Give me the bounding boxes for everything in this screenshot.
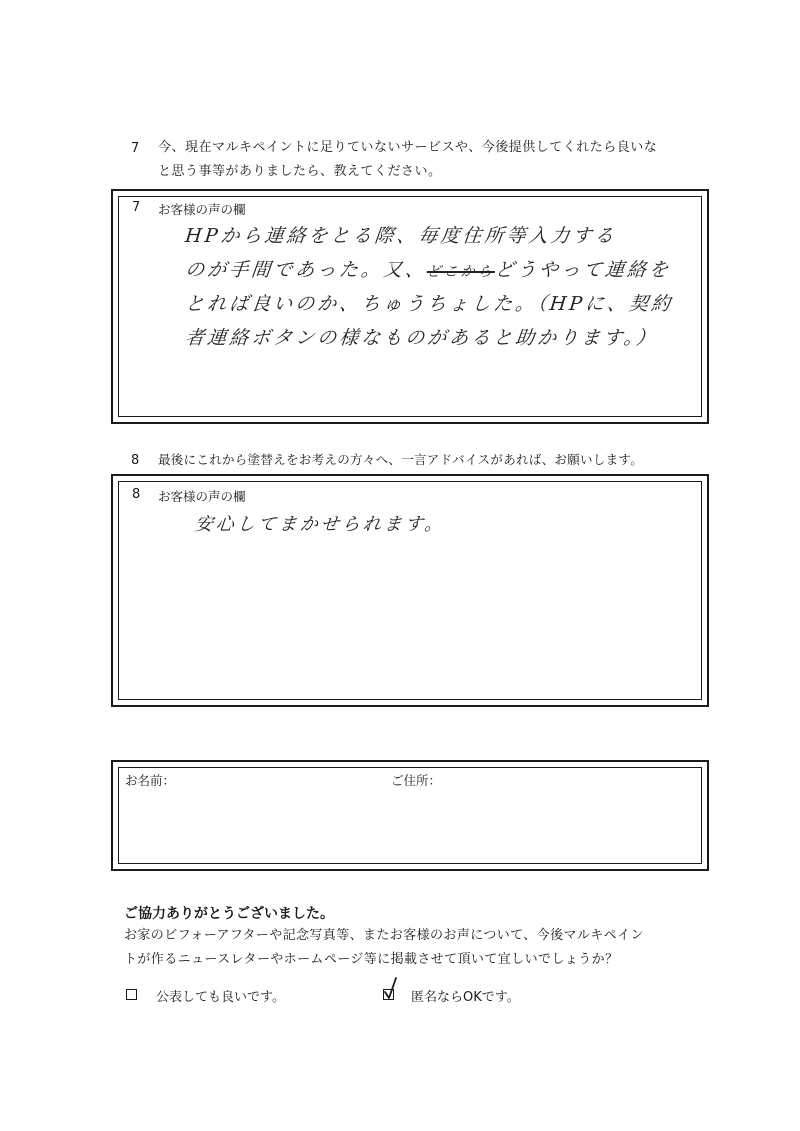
checkmark-icon (382, 980, 404, 1002)
answer-7-line: のが手間であった。又、どこからどうやって連絡を (184, 259, 673, 281)
address-field[interactable] (453, 770, 693, 860)
answer-7-line: 者連絡ボタンの様なものがあると助かります。） (184, 327, 660, 349)
publication-question-line1: お家のビフォーアフターや記念写真等、またお客様のお声について、今後マルキペイン (124, 928, 644, 943)
address-label: ご住所： (391, 773, 442, 788)
publication-question-line2: トが作るニュースレターやホームページ等に掲載させて頂いて宜しいでしょうか？ (124, 952, 619, 967)
contact-box (111, 760, 709, 871)
answer-7-handwriting[interactable] (185, 221, 705, 357)
answer-box-8-number: 8 (132, 487, 141, 502)
answer-7-line: HPから連絡をとる際、毎度住所等入力する (184, 225, 618, 247)
name-field[interactable] (183, 770, 373, 860)
answer-7-line: とれば良いのか、ちゅうちょした。（HPに、契約 (184, 293, 675, 315)
question-7-text-line2: と思う事等がありましたら、教えてください。 (158, 164, 442, 179)
anonymous-ok-checkbox[interactable] (383, 989, 394, 1000)
question-8-text: 最後にこれから塗替えをお考えの方々へ、一言アドバイスがあれば、お願いします。 (158, 452, 644, 467)
answer-7-strikethrough: どこから (425, 264, 496, 280)
anonymous-ok-label: 匿名ならOKです。 (411, 990, 520, 1005)
public-ok-checkbox[interactable] (126, 989, 137, 1000)
question-7-number: 7 (131, 141, 140, 156)
question-7-text (158, 136, 718, 184)
answer-box-8-label: お客様の声の欄 (158, 489, 246, 504)
answer-box-8 (111, 474, 709, 707)
answer-8-handwriting[interactable]: 安心してまかせられます。 (193, 514, 447, 535)
thanks-heading: ご協力ありがとうございました。 (124, 906, 334, 922)
answer-box-7 (111, 189, 709, 424)
answer-box-7-label: お客様の声の欄 (158, 202, 246, 217)
public-ok-label: 公表しても良いです。 (156, 990, 285, 1005)
name-label: お名前： (125, 773, 176, 788)
question-8-number: 8 (131, 453, 140, 468)
publication-question (124, 924, 714, 972)
question-7-text-line1: 今、現在マルキペイントに足りていないサービスや、今後提供してくれたら良いな (158, 140, 658, 155)
answer-box-7-number: 7 (132, 200, 141, 215)
